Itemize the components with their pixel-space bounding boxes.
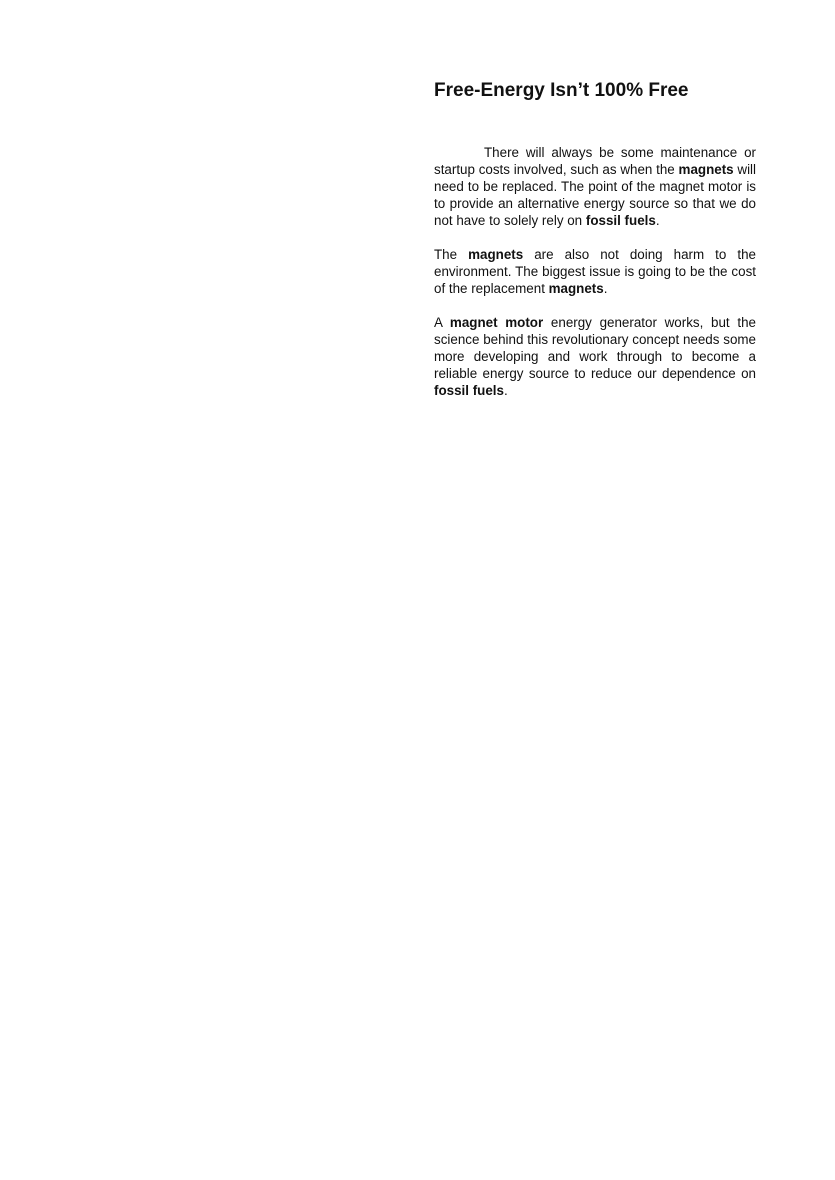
paragraph (434, 314, 756, 399)
bold-term: fossil fuels (585, 213, 656, 228)
text-run: are also not doing harm to the environment. The biggest issue is going to be the cost of the replacement (434, 247, 756, 296)
text-run: There will always be some maintenance or startup costs involved, such as when the (434, 145, 756, 177)
page-title: Free-Energy Isn’t 100% Free (434, 80, 689, 101)
paragraph (434, 246, 756, 297)
text-run: . (603, 281, 608, 296)
text-run: A (434, 315, 450, 330)
text-run: energy generator works, but the science behind this revolutionary concept needs some more developing and work through to become a reliable energy source to reduce our dependence on (434, 315, 756, 381)
text-run: . (503, 383, 508, 398)
text-run: will need to be replaced. The point of the magnet motor is to provide an alternative energy source so that we do not have to solely rely on (434, 162, 756, 228)
bold-term: fossil fuels (434, 383, 504, 398)
text-run: . (655, 213, 660, 228)
bold-term: magnets (548, 281, 604, 296)
bold-term: magnets (678, 162, 734, 177)
text-run: The (434, 247, 469, 262)
paragraph (434, 144, 756, 229)
text-column (434, 78, 756, 399)
bold-term: magnet motor (449, 315, 544, 330)
bold-term: magnets (468, 247, 524, 262)
